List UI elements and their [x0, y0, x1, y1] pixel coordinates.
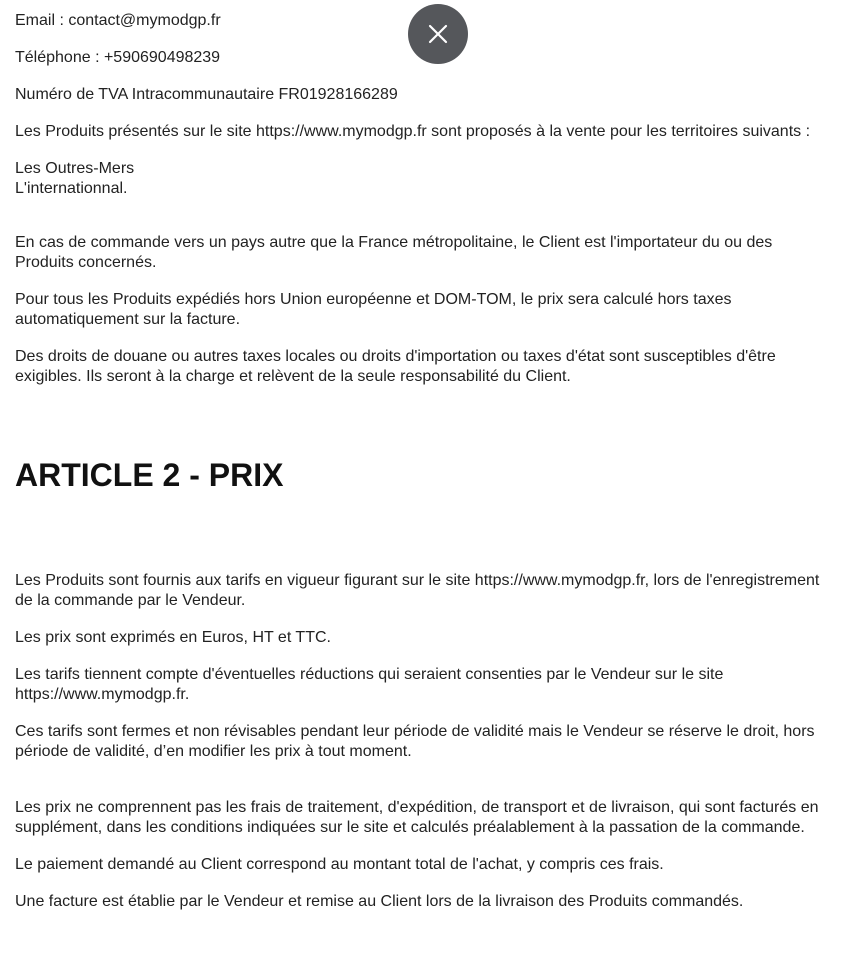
territory-item: L'internationnal. [15, 180, 128, 197]
paragraph: Les prix ne comprennent pas les frais de traitement, d'expédition, de transport et de livraison, qui sont facturés en supplément, dans les conditions indiquées sur le site et calculés préalablement à la passation de la commande. [15, 799, 819, 836]
close-button[interactable] [408, 4, 468, 64]
contact-email: Email : contact@mymodgp.fr [15, 12, 221, 29]
paragraph: Ces tarifs sont fermes et non révisables pendant leur période de validité mais le Vendeur se réserve le droit, hors période de validité, d’en modifier les prix à tout moment. [15, 723, 815, 760]
document-content [15, 11, 825, 929]
paragraph: Pour tous les Produits expédiés hors Union européenne et DOM-TOM, le prix sera calculé hors taxes automatiquement sur la facture. [15, 291, 732, 328]
paragraph: Des droits de douane ou autres taxes locales ou droits d'importation ou taxes d'état sont susceptibles d'être exigibles. Ils seront à la charge et relèvent de la seule responsabilité du Client. [15, 348, 776, 385]
paragraph: Une facture est établie par le Vendeur et remise au Client lors de la livraison des Produits commandés. [15, 893, 744, 910]
vat-number: Numéro de TVA Intracommunautaire FR01928166289 [15, 86, 398, 103]
territories-list [15, 159, 825, 199]
paragraph: Le paiement demandé au Client correspond au montant total de l'achat, y compris ces frais. [15, 856, 664, 873]
territory-item: Les Outres-Mers [15, 160, 135, 177]
close-icon [428, 24, 448, 44]
paragraph: Les prix sont exprimés en Euros, HT et TTC. [15, 629, 331, 646]
paragraph: En cas de commande vers un pays autre que la France métropolitaine, le Client est l'importateur du ou des Produits concernés. [15, 234, 773, 271]
territories-intro: Les Produits présentés sur le site https://www.mymodgp.fr sont proposés à la vente pour les territoires suivants : [15, 123, 811, 140]
paragraph: Les Produits sont fournis aux tarifs en vigueur figurant sur le site https://www.mymodgp.fr, lors de l'enregistrement de la commande par le Vendeur. [15, 572, 820, 609]
article-heading: ARTICLE 2 - PRIX [15, 457, 284, 493]
contact-phone: Téléphone : +590690498239 [15, 49, 221, 66]
paragraph: Les tarifs tiennent compte d'éventuelles réductions qui seraient consenties par le Vendeur sur le site https://www.mymodgp.fr. [15, 666, 724, 703]
